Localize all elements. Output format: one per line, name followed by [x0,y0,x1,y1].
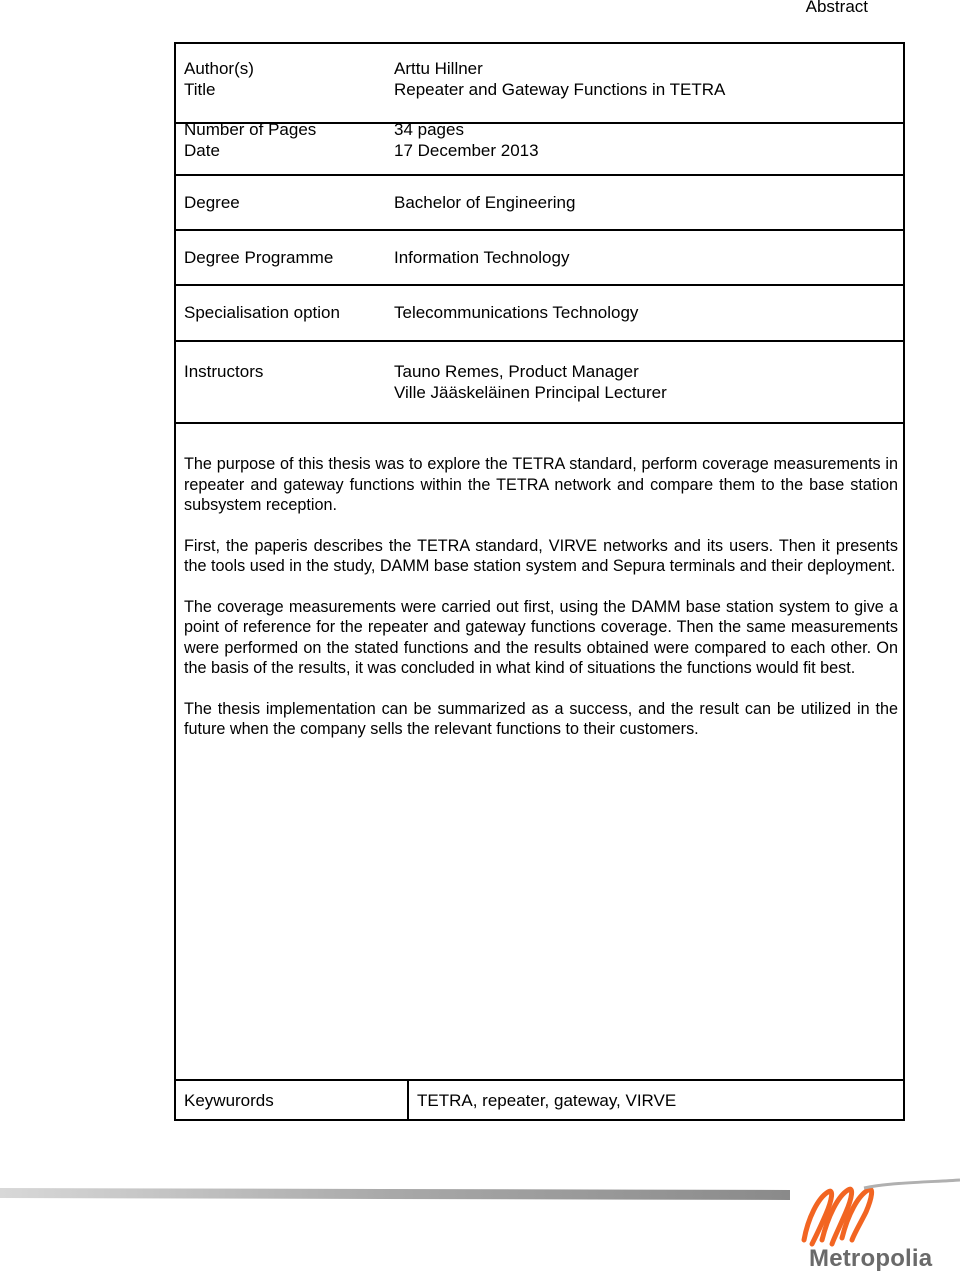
abstract-paragraph: The purpose of this thesis was to explore the TETRA standard, perform coverage measurements in repeater and gateway functions within the TETRA network and compare them to the base station subsystem reception. [184,455,898,514]
author-label: Author(s) [184,59,254,78]
abstract-paragraph: First, the paperis describes the TETRA standard, VIRVE networks and its users. Then it presents the tools used in the study, DAMM base station system and Sepura terminals and their deployment. [184,536,898,575]
programme-label: Degree Programme [184,248,334,267]
instructor-2: Ville Jääskeläinen Principal Lecturer [394,383,667,402]
row-instructors [176,342,905,424]
keywords-row [174,1081,905,1121]
page-header-title: Abstract [805,0,868,16]
abstract-paragraph: The thesis implementation can be summarized as a success, and the result can be utilized in the future when the company sells the relevant functions to their customers. [184,699,898,738]
abstract-paragraph: The coverage measurements were carried out first, using the DAMM base station system to give a point of reference for the repeater and gateway functions coverage. Then the same measurements were performed on the stated functions and the results obtained were compared to each other. On the basis of the results, it was concluded in what kind of situations the functions would fit best. [184,597,898,677]
row-programme [176,231,905,286]
abstract-body [184,454,898,760]
keywords-label: Keywurords [184,1091,274,1110]
instructors-label: Instructors [184,362,264,381]
row-author-title [176,44,905,139]
pages-label: Number of Pages [184,120,317,139]
keywords-value: TETRA, repeater, gateway, VIRVE [417,1091,677,1110]
row-pages-date [176,124,905,176]
specialisation-label: Specialisation option [184,303,340,322]
date-label: Date [184,141,220,160]
author-value: Arttu Hillner [394,59,483,78]
metropolia-logo-text: Metropolia [809,1245,933,1272]
row-degree [176,176,905,231]
title-label: Title [184,79,216,99]
pages-value: 34 pages [394,120,464,139]
keywords-divider [407,1081,409,1119]
specialisation-value: Telecommunications Technology [394,303,639,322]
degree-value: Bachelor of Engineering [394,193,576,212]
instructor-1: Tauno Remes, Product Manager [394,362,639,381]
date-value: 17 December 2013 [394,141,539,160]
abstract-table [174,42,905,1081]
programme-value: Information Technology [394,248,570,267]
title-value: Repeater and Gateway Functions in TETRA [394,79,726,99]
row-specialisation [176,286,905,342]
degree-label: Degree [184,193,240,212]
